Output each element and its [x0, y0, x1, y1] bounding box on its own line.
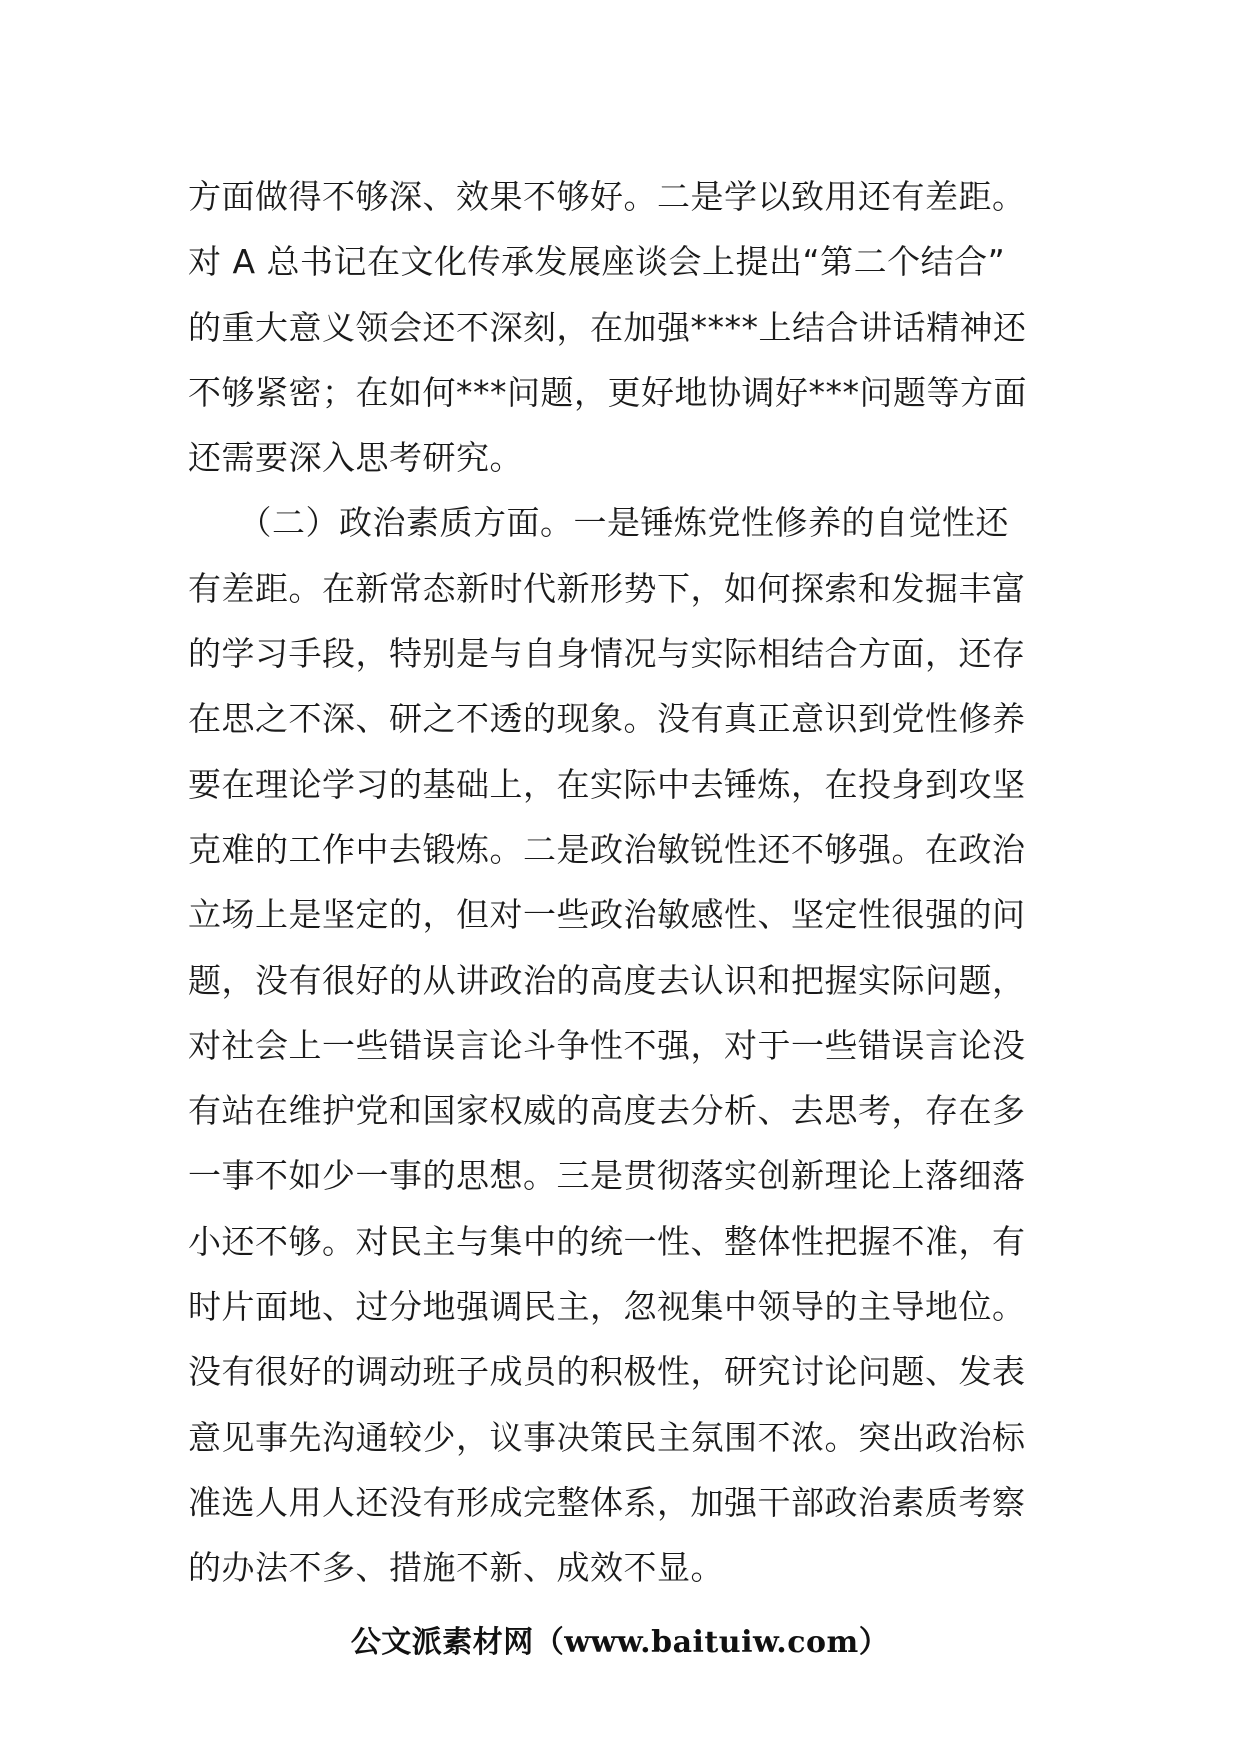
text-line: 时片面地、过分地强调民主，忽视集中领导的主导地位。 [188, 1287, 1026, 1327]
text-line: 对社会上一些错误言论斗争性不强，对于一些错误言论没 [188, 1025, 1026, 1065]
text-line: 立场上是坚定的，但对一些政治敏感性、坚定性很强的问 [188, 895, 1026, 935]
text-line: 一事不如少一事的思想。三是贯彻落实创新理论上落细落 [188, 1156, 1026, 1196]
text-line: 的办法不多、措施不新、成效不显。 [188, 1548, 724, 1588]
text-line: 的学习手段，特别是与自身情况与实际相结合方面，还存 [188, 634, 1026, 674]
text-line: 在思之不深、研之不透的现象。没有真正意识到党性修养 [188, 699, 1026, 739]
text-line: 克难的工作中去锻炼。二是政治敏锐性还不够强。在政治 [188, 829, 1026, 869]
text-line: 的重大意义领会还不深刻，在加强****上结合讲话精神还 [188, 307, 1027, 347]
text-line: 小还不够。对民主与集中的统一性、整体性把握不准，有 [188, 1221, 1026, 1261]
text-line: 没有很好的调动班子成员的积极性，研究讨论问题、发表 [188, 1352, 1026, 1392]
text-line: 准选人用人还没有形成完整体系，加强干部政治素质考察 [188, 1482, 1026, 1522]
text-line: 方面做得不够深、效果不够好。二是学以致用还有差距。 [188, 177, 1026, 216]
text-line: 还需要深入思考研究。 [188, 438, 523, 478]
text-line: 要在理论学习的基础上，在实际中去锤炼，在投身到攻坚 [188, 764, 1026, 804]
section-heading-line: （二）政治素质方面。一是锤炼党性修养的自觉性还 [188, 503, 1009, 543]
text-line: 有差距。在新常态新时代新形势下，如何探索和发掘丰富 [188, 568, 1026, 608]
text-line: 意见事先沟通较少，议事决策民主氛围不浓。突出政治标 [188, 1417, 1026, 1457]
body-text [188, 164, 1060, 1601]
footer-watermark: 公文派素材网（www.baituiw.com） [350, 1625, 890, 1660]
text-line: 有站在维护党和国家权威的高度去分析、去思考，存在多 [188, 1091, 1026, 1131]
text-line: 题，没有很好的从讲政治的高度去认识和把握实际问题， [188, 960, 1026, 1000]
text-line: 对 A 总书记在文化传承发展座谈会上提出“第二个结合” [188, 242, 1006, 282]
text-line: 不够紧密；在如何***问题，更好地协调好***问题等方面 [188, 372, 1027, 412]
